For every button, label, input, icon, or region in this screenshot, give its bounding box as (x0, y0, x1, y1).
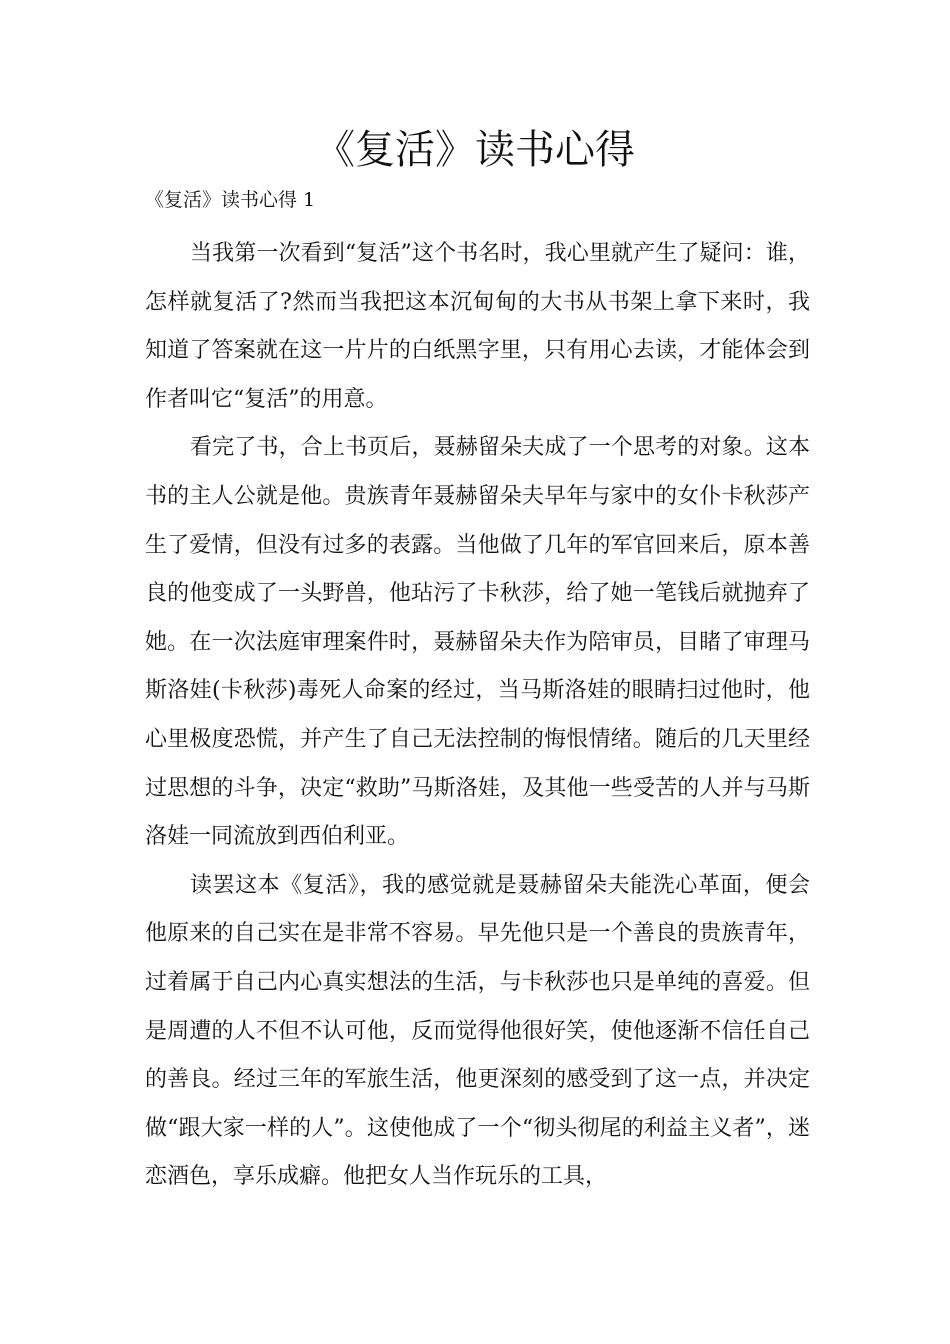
document-subtitle: 《复活》读书心得 1 (145, 189, 316, 211)
document-body (145, 230, 810, 1202)
body-paragraph: 当我第一次看到“复活”这个书名时，我心里就产生了疑问：谁，怎样就复活了?然而当我把这本沉甸甸的大书从书架上拿下来时，我知道了答案就在这一片片的白纸黑字里，只有用心去读，才能体会到作者叫它“复活”的用意。 (145, 241, 810, 412)
document-title: 《复活》读书心得 (315, 127, 635, 173)
body-paragraph: 看完了书，合上书页后，聂赫留朵夫成了一个思考的对象。这本书的主人公就是他。贵族青年聂赫留朵夫早年与家中的女仆卡秋莎产生了爱情，但没有过多的表露。当他做了几年的军官回来后，原本善良的他变成了一头野兽，他玷污了卡秋莎，给了她一笔钱后就抛弃了她。在一次法庭审理案件时，聂赫留朵夫作为陪审员，目睹了审理马斯洛娃(卡秋莎)毒死人命案的经过，当马斯洛娃的眼睛扫过他时，他心里极度恐慌，并产生了自己无法控制的悔恨情绪。随后的几天里经过思想的斗争，决定“救助”马斯洛娃，及其他一些受苦的人并与马斯洛娃一同流放到西伯利亚。 (145, 435, 810, 850)
body-paragraph: 读罢这本《复活》，我的感觉就是聂赫留朵夫能洗心革面，便会他原来的自己实在是非常不容易。早先他只是一个善良的贵族青年，过着属于自己内心真实想法的生活，与卡秋莎也只是单纯的喜爱。但是周遭的人不但不认可他，反而觉得他很好笑，使他逐渐不信任自己的善良。经过三年的军旅生活，他更深刻的感受到了这一点，并决定做“跟大家一样的人”。这使他成了一个“彻头彻尾的利益主义者”，迷恋酒色，享乐成癖。他把女人当作玩乐的工具， (145, 872, 810, 1190)
